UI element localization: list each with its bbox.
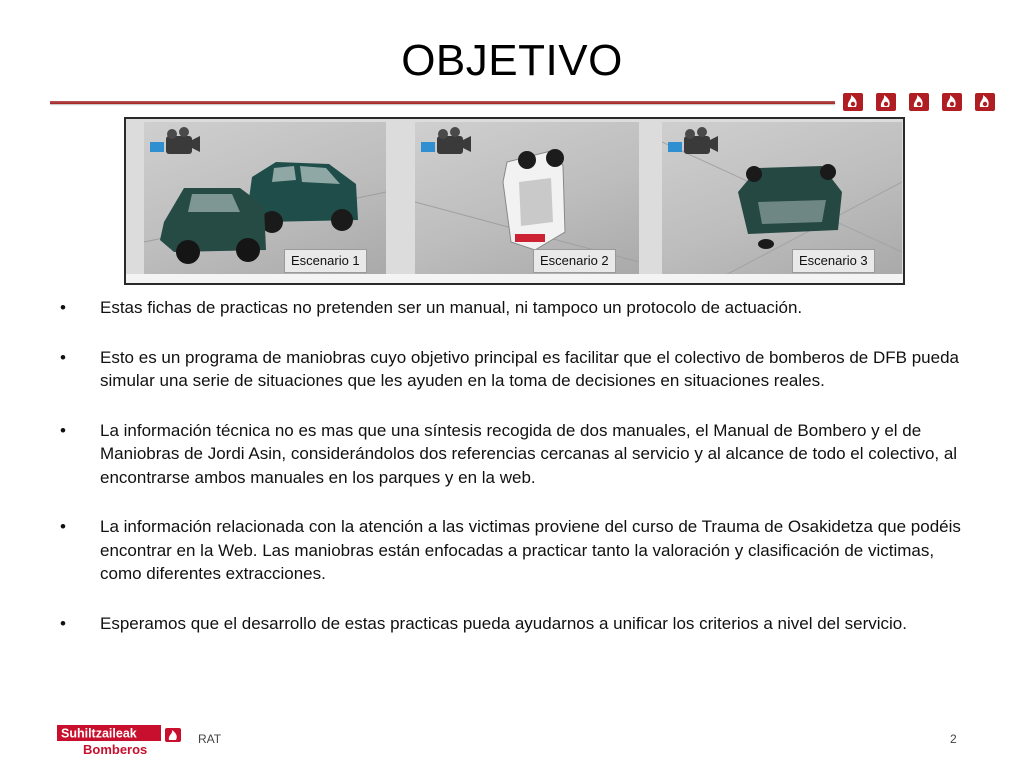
video-camera-icon: [421, 127, 471, 154]
scenario-photo-1: [144, 122, 386, 277]
bullet-text: Esperamos que el desarrollo de estas practicas pueda ayudarnos a unificar los criterios a nivel del servicio.: [100, 613, 907, 633]
flame-logo-icon: [974, 92, 996, 112]
bullet-marker: •: [60, 517, 66, 536]
bullet-item: [60, 346, 970, 393]
footer-label: RAT: [198, 732, 222, 746]
scenario-label: Escenario 2: [533, 249, 616, 273]
bullet-text: La información relacionada con la atención a las victimas proviene del curso de Trauma de Osakidetza que podéis encontrar en la Web. Las maniobras están enfocadas a practicar tanto la valoración y clasificación de victimas, como diferentes extracciones.: [100, 517, 961, 583]
video-camera-icon: [150, 127, 200, 154]
scenario-label: Escenario 3: [792, 249, 875, 273]
flame-logo-icon: [908, 92, 930, 112]
bullet-item: [60, 515, 970, 586]
bullet-marker: •: [60, 420, 66, 440]
scenario-photo-2: [415, 122, 639, 277]
brand-icon-row: [842, 92, 996, 112]
page-number: 2: [950, 732, 957, 746]
flame-logo-icon: [941, 92, 963, 112]
bullet-item: [60, 419, 970, 490]
bullet-marker: •: [60, 298, 66, 317]
bullet-item: [60, 612, 970, 636]
objective-bullet-list: [60, 296, 970, 661]
suhiltzaileak-bomberos-logo: [57, 722, 183, 758]
logo-line2: Bomberos: [83, 742, 148, 757]
title-underline: [50, 101, 835, 104]
video-camera-icon: [668, 127, 718, 154]
scenario-photo-strip: [124, 117, 905, 285]
bullet-item: [60, 296, 970, 320]
slide-title: OBJETIVO: [401, 36, 623, 85]
bullet-text: La información técnica no es mas que una síntesis recogida de dos manuales, el Manual de Bombero y el de Maniobras de Jordi Asin, considerándolos dos referencias cercanas al servicio y al alcance de todo el colectivo, al encontrarse ambos manuales en los parques y en la web.: [100, 420, 958, 487]
bullet-text: Esto es un programa de maniobras cuyo objetivo principal es facilitar que el colectivo de bomberos de DFB pueda simular una serie de situaciones que les ayuden en la toma de decisiones en situaciones reales.: [100, 347, 959, 390]
logo-line1: Suhiltzaileak: [61, 726, 137, 741]
flame-logo-icon: [842, 92, 864, 112]
bullet-text: Estas fichas de practicas no pretenden ser un manual, ni tampoco un protocolo de actuación.: [100, 298, 803, 317]
bullet-marker: •: [60, 613, 66, 633]
scenario-label: Escenario 1: [284, 249, 367, 273]
flame-logo-icon: [875, 92, 897, 112]
photo-strip-caption-band: [126, 274, 903, 283]
scenario-photo-3: [662, 122, 902, 277]
bullet-marker: •: [60, 347, 66, 367]
